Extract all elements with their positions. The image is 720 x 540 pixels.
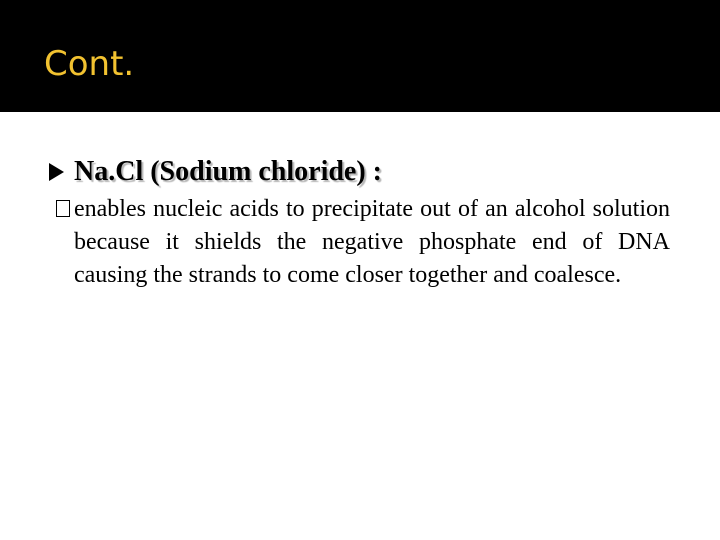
bullet-body-text: enables nucleic acids to precipitate out of an alcohol solution because it shields the negative phosphate end of DNA causing the strands to come closer together and coalesce. <box>74 196 670 288</box>
slide-title: Cont. <box>44 44 135 84</box>
arrow-bullet-icon <box>49 163 64 181</box>
title-bar <box>0 0 720 112</box>
square-bullet-icon <box>56 200 70 217</box>
bullet-heading-text: Na.Cl (Sodium chloride) : <box>74 156 382 187</box>
bullet-heading <box>74 152 694 192</box>
